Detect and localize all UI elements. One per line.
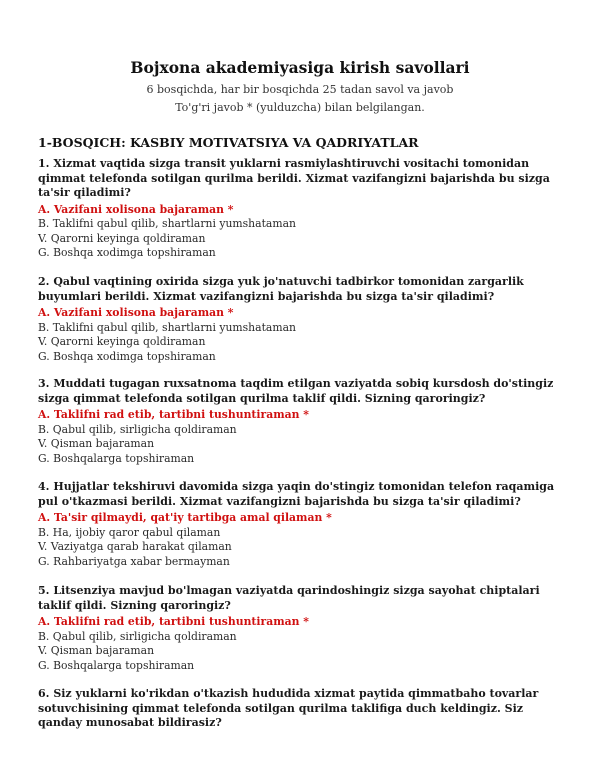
answer-option: V. Qisman bajaraman bbox=[38, 437, 155, 450]
answer-option: B. Qabul qilib, sirligicha qoldiraman bbox=[38, 629, 237, 643]
answer-option: B. Qabul qilib, sirligicha qoldiraman bbox=[38, 422, 237, 436]
answer-option: B. Taklifni qabul qilib, shartlarni yumshataman bbox=[38, 217, 296, 230]
answer-list bbox=[38, 306, 558, 364]
answer-list bbox=[38, 203, 558, 261]
answer-option: G. Boshqalarga topshiraman bbox=[38, 451, 195, 465]
question-block-6 bbox=[38, 687, 558, 731]
question-text: 6. Siz yuklarni ko'rikdan o'tkazish hududida xizmat paytida qimmatbaho tovarlar sotuvchisining qimmat telefonda sotilgan qurilma taklifiga duch keldingiz. Siz qanday munosabat bildirasiz? bbox=[38, 687, 539, 729]
answer-option-correct: A. Vazifani xolisona bajaraman * bbox=[38, 306, 234, 319]
question-text: 3. Muddati tugagan ruxsatnoma taqdim etilgan vaziyatda sobiq kursdosh do'stingiz sizga qimmat telefonda sotilgan qurilma taklif qildi. Sizning qaroringiz? bbox=[38, 377, 554, 405]
question-text: 1. Xizmat vaqtida sizga transit yuklarni rasmiylashtiruvchi vositachi tomonidan qimmat telefonda sotilgan qurilma berildi. Xizmat vazifangizni bajarishda bu sizga ta'sir qiladimi? bbox=[38, 157, 550, 199]
answer-option: V. Vaziyatga qarab harakat qilaman bbox=[38, 540, 232, 553]
answer-option: G. Rahbariyatga xabar bermayman bbox=[38, 554, 230, 568]
answer-option: G. Boshqalarga topshiraman bbox=[38, 658, 195, 672]
answer-list bbox=[38, 511, 558, 569]
question-block-2 bbox=[38, 275, 558, 364]
section-heading: 1-BOSQICH: KASBIY MOTIVATSIYA VA QADRIYATLAR bbox=[38, 135, 419, 150]
document-subtitle-count: 6 bosqichda, har bir bosqichda 25 tadan savol va javob bbox=[146, 83, 454, 96]
answer-option-correct: A. Ta'sir qilmaydi, qat'iy tartibga amal qilaman * bbox=[38, 511, 332, 524]
answer-option: B. Taklifni qabul qilib, shartlarni yumshataman bbox=[38, 320, 296, 334]
document-title: Bojxona akademiyasiga kirish savollari bbox=[130, 58, 470, 77]
question-block-3 bbox=[38, 377, 558, 466]
answer-option-correct: A. Vazifani xolisona bajaraman * bbox=[38, 202, 234, 216]
answer-option: V. Qarorni keyinga qoldiraman bbox=[38, 335, 206, 348]
answer-option: G. Boshqa xodimga topshiraman bbox=[38, 349, 216, 363]
question-block-1 bbox=[38, 157, 558, 261]
answer-option: G. Boshqa xodimga topshiraman bbox=[38, 246, 216, 259]
answer-option: V. Qisman bajaraman bbox=[38, 644, 155, 657]
question-block-4 bbox=[38, 480, 558, 569]
answer-option: B. Ha, ijobiy qaror qabul qilaman bbox=[38, 525, 221, 539]
answer-option: V. Qarorni keyinga qoldiraman bbox=[38, 231, 206, 245]
answer-option-correct: A. Taklifni rad etib, tartibni tushuntiraman * bbox=[38, 408, 309, 421]
answer-list bbox=[38, 408, 558, 466]
answer-option-correct: A. Taklifni rad etib, tartibni tushuntiraman * bbox=[38, 615, 309, 628]
document-subtitle-legend: To'g'ri javob * (yulduzcha) bilan belgilangan. bbox=[175, 101, 425, 114]
answer-list bbox=[38, 615, 558, 673]
question-text: 2. Qabul vaqtining oxirida sizga yuk jo'natuvchi tadbirkor tomonidan zargarlik buyumlari berildi. Xizmat vazifangizni bajarishda bu sizga ta'sir qiladimi? bbox=[38, 275, 524, 303]
question-text: 4. Hujjatlar tekshiruvi davomida sizga yaqin do'stingiz tomonidan telefon raqamiga pul o'tkazmasi berildi. Xizmat vazifangizni bajarishda bu sizga ta'sir qiladimi? bbox=[38, 480, 555, 508]
question-text: 5. Litsenziya mavjud bo'lmagan vaziyatda qarindoshingiz sizga sayohat chiptalari taklif qildi. Sizning qaroringiz? bbox=[38, 584, 540, 612]
question-block-5 bbox=[38, 584, 558, 673]
